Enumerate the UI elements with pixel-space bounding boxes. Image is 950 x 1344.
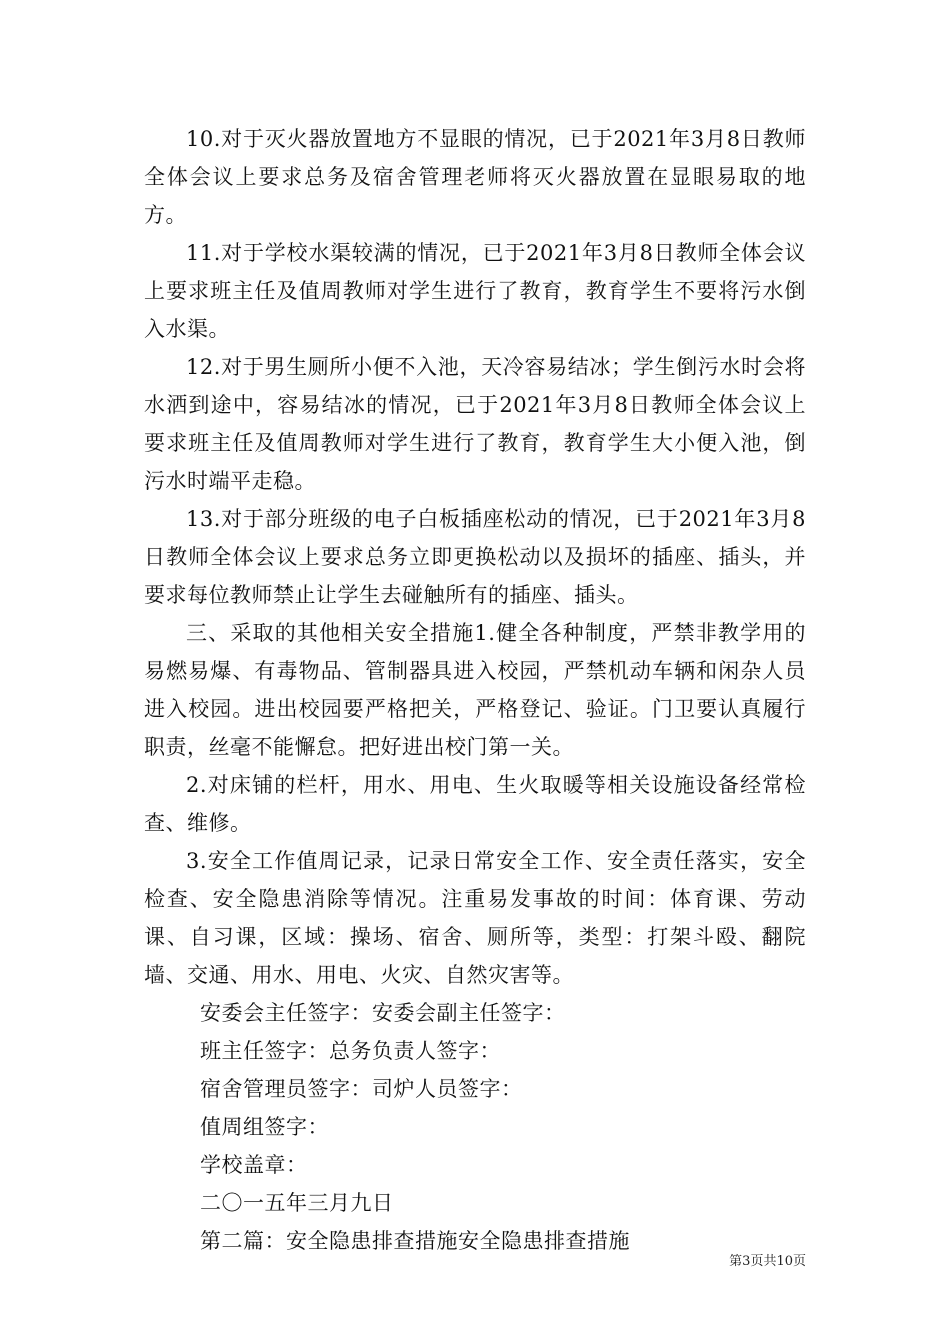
paragraph-section-three: 三、采取的其他相关安全措施1.健全各种制度，严禁非教学用的易燃易爆、有毒物品、管制器具进入校园，严禁机动车辆和闲杂人员进入校园。进出校园要严格把关，严格登记、验证。门卫要认真履行职责，丝毫不能懈怠。把好进出校门第一关。 — [144, 621, 806, 759]
page-number: 第3页共10页 — [729, 1254, 806, 1269]
paragraph-item-10: 10.对于灭火器放置地方不显眼的情况，已于2021年3月8日教师全体会议上要求总务及宿舍管理老师将灭火器放置在显眼易取的地方。 — [144, 127, 806, 227]
signature-line-duty-group: 值周组签字： — [200, 1115, 329, 1139]
paragraph-item-11: 11.对于学校水渠较满的情况，已于2021年3月8日教师全体会议上要求班主任及值周教师对学生进行了教育，教育学生不要将污水倒入水渠。 — [144, 241, 806, 341]
signature-line-committee: 安委会主任签字：安委会副主任签字： — [200, 1001, 566, 1025]
signature-line-head-teacher: 班主任签字：总务负责人签字： — [200, 1039, 501, 1063]
signature-line-school-seal: 学校盖章： — [200, 1153, 308, 1177]
signature-line-dorm: 宿舍管理员签字：司炉人员签字： — [200, 1077, 523, 1101]
paragraph-measure-2: 2.对床铺的栏杆，用水、用电、生火取暖等相关设施设备经常检查、维修。 — [144, 773, 806, 835]
paragraph-item-13: 13.对于部分班级的电子白板插座松动的情况，已于2021年3月8日教师全体会议上要求总务立即更换松动以及损坏的插座、插头，并要求每位教师禁止让学生去碰触所有的插座、插头。 — [144, 507, 806, 607]
paragraph-measure-3: 3.安全工作值周记录，记录日常安全工作、安全责任落实，安全检查、安全隐患消除等情况。注重易发事故的时间：体育课、劳动课、自习课，区域：操场、宿舍、厕所等，类型：打架斗殴、翻院墙、交通、用水、用电、火灾、自然灾害等。 — [144, 849, 806, 987]
document-body — [144, 120, 806, 1260]
paragraph-item-12: 12.对于男生厕所小便不入池，天冷容易结冰；学生倒污水时会将水洒到途中，容易结冰的情况，已于2021年3月8日教师全体会议上要求班主任及值周教师对学生进行了教育，教育学生大小便入池，倒污水时端平走稳。 — [144, 355, 806, 493]
document-date: 二〇一五年三月九日 — [200, 1191, 394, 1215]
next-section-title: 第二篇：安全隐患排查措施安全隐患排查措施 — [200, 1229, 630, 1253]
